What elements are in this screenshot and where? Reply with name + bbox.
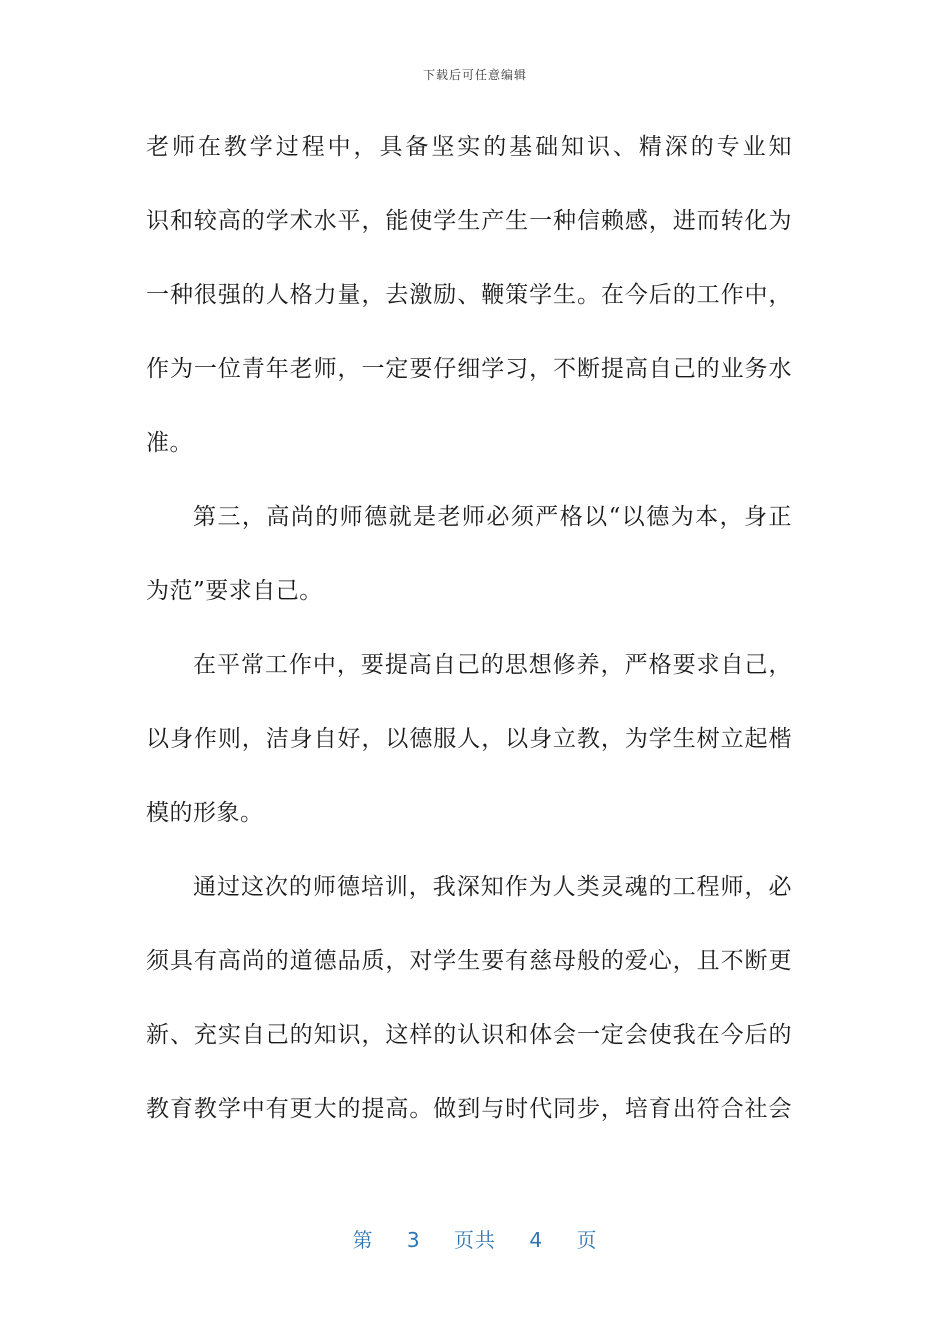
paragraph-first-line: 第三，高尚的师德就是老师必须严格以“以德为本，身正 [193, 504, 792, 530]
footer-middle: 页共 [454, 1228, 496, 1252]
total-page-count: 4 [529, 1228, 544, 1252]
text-line: 作为一位青年老师，一定要仔细学习，不断提高自己的业务水 [146, 356, 792, 382]
text-line: 教育教学中有更大的提高。做到与时代同步，培育出符合社会 [146, 1096, 792, 1122]
paragraph-first-line: 在平常工作中，要提高自己的思想修养，严格要求自己， [193, 652, 792, 678]
page-number-footer [0, 1224, 950, 1253]
text-line: 为范”要求自己。 [146, 578, 323, 604]
text-line: 须具有高尚的道德品质，对学生要有慈母般的爱心，且不断更 [146, 948, 792, 974]
text-line: 新、充实自己的知识，这样的认识和体会一定会使我在今后的 [146, 1022, 792, 1048]
paragraph-first-line: 通过这次的师德培训，我深知作为人类灵魂的工程师，必 [193, 874, 792, 900]
text-line: 老师在教学过程中，具备坚实的基础知识、精深的专业知 [146, 134, 792, 160]
header-note: 下载后可任意编辑 [422, 68, 527, 82]
text-line: 准。 [146, 430, 193, 456]
text-line: 识和较高的学术水平，能使学生产生一种信赖感，进而转化为 [146, 208, 792, 234]
document-body [146, 110, 792, 1146]
footer-prefix: 第 [352, 1228, 374, 1252]
text-line: 一种很强的人格力量，去激励、鞭策学生。在今后的工作中， [146, 282, 792, 308]
footer-suffix: 页 [576, 1228, 598, 1252]
current-page-number: 3 [406, 1228, 421, 1252]
text-line: 模的形象。 [146, 800, 264, 826]
text-line: 以身作则，洁身自好，以德服人，以身立教，为学生树立起楷 [146, 726, 792, 752]
